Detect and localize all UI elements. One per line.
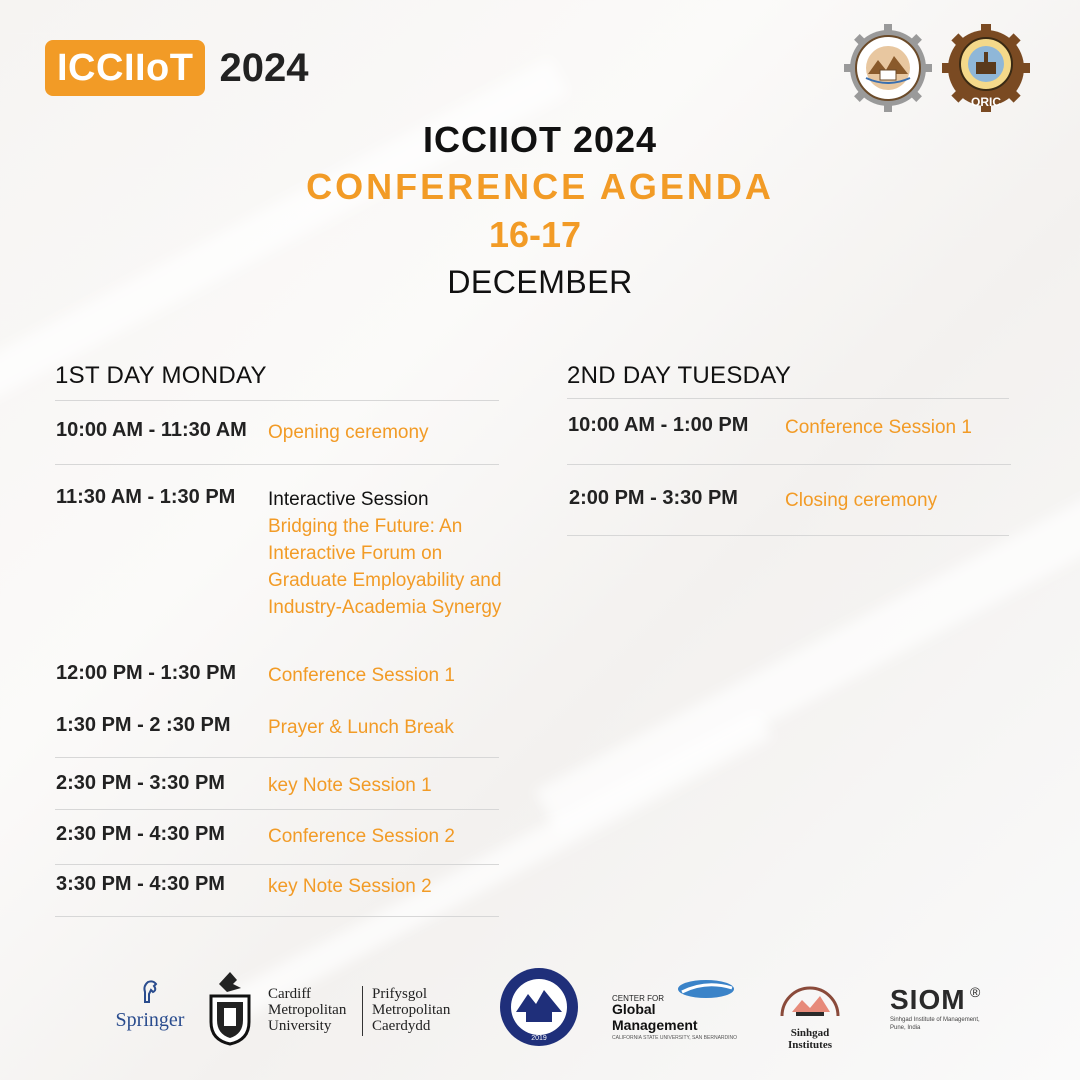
springer-logo (110, 978, 190, 1032)
oric-gear-seal-icon (940, 22, 1032, 114)
brand-pill: ICCIIoT (45, 40, 205, 96)
row-time: 10:00 AM - 11:30 AM (56, 419, 247, 441)
registered-mark: ® (970, 984, 981, 1000)
day1-row (56, 823, 455, 850)
day1-row (56, 772, 432, 799)
springer-label: Springer (115, 1009, 185, 1031)
day2-heading: 2ND DAY TUESDAY (567, 362, 792, 389)
title-month: DECEMBER (447, 264, 633, 300)
sinhgad-seal-icon (778, 976, 842, 1022)
row-time: 2:30 PM - 4:30 PM (56, 823, 225, 845)
day2-row (568, 414, 972, 441)
title-line-1: ICCIIOT 2024 (422, 119, 658, 160)
day1-row (56, 714, 454, 741)
divider (55, 864, 499, 865)
sinhgad-logo (768, 976, 852, 1051)
cgm-main: Global Management (612, 1001, 698, 1033)
row-time: 2:30 PM - 3:30 PM (56, 772, 225, 794)
siom-label: SIOM (890, 984, 966, 1015)
row-time: 1:30 PM - 2 :30 PM (56, 714, 231, 736)
row-event: key Note Session 1 (268, 775, 432, 796)
sinhgad-label: Sinhgad Institutes (787, 1027, 832, 1051)
divider (55, 809, 499, 810)
divider (55, 400, 499, 401)
row-event: Conference Session 2 (268, 826, 455, 847)
day1-row (56, 873, 432, 900)
divider (362, 986, 363, 1036)
cgm-logo (612, 980, 742, 1041)
oric-label: ORIC (971, 95, 1001, 109)
row-time: 12:00 PM - 1:30 PM (56, 662, 237, 684)
row-time: 3:30 PM - 4:30 PM (56, 873, 225, 895)
row-time: 10:00 AM - 1:00 PM (568, 414, 749, 436)
uet-seal (498, 966, 580, 1053)
row-time: 11:30 AM - 1:30 PM (56, 486, 236, 508)
brand-year: 2024 (219, 45, 309, 90)
prifysgol-line: Metropolitan (372, 1002, 451, 1018)
divider (55, 757, 499, 758)
row-event: Conference Session 1 (785, 417, 972, 438)
divider (55, 916, 499, 917)
divider (55, 464, 499, 465)
day2-row (569, 487, 937, 514)
day1-heading: 1ST DAY MONDAY (55, 362, 267, 389)
cardiff-line: Cardiff (268, 986, 312, 1002)
uet-year: 2019 (531, 1035, 547, 1042)
dragon-crest-icon (205, 970, 255, 1046)
title-dates: 16-17 (488, 214, 582, 255)
header-seals (842, 22, 1032, 114)
day1-row (56, 419, 429, 446)
row-event: Closing ceremony (785, 490, 938, 511)
siom-logo (890, 984, 980, 1032)
siom-sub: Sinhgad Institute of Management, (890, 1017, 980, 1023)
title-line-2: CONFERENCE AGENDA (306, 166, 774, 207)
university-gear-seal-icon (842, 22, 934, 114)
row-event: Bridging the Future: An Interactive Forum on Graduate Employability and Industry-Academia Synergy (268, 516, 502, 618)
row-time: 2:00 PM - 3:30 PM (569, 487, 738, 509)
brand-logo (45, 40, 308, 96)
siom-sub: Pune, India (890, 1025, 921, 1031)
row-event: Opening ceremony (268, 422, 429, 443)
row-event: Conference Session 1 (268, 665, 455, 686)
prifysgol-text (372, 986, 450, 1034)
agenda-title (0, 118, 1080, 306)
row-event: Prayer & Lunch Break (268, 717, 454, 738)
cgm-top: CENTER FOR (612, 994, 664, 1003)
prifysgol-line: Prifysgol (372, 986, 428, 1002)
divider (567, 535, 1009, 536)
university-seal-icon (498, 966, 580, 1048)
springer-horse-icon (137, 978, 163, 1004)
cardiff-line: Metropolitan (268, 1002, 347, 1018)
cardiff-text (268, 986, 346, 1034)
prifysgol-line: Caerdydd (372, 1018, 431, 1034)
cardiff-crest (205, 970, 255, 1051)
cgm-sub: CALIFORNIA STATE UNIVERSITY, SAN BERNARDINO (612, 1035, 738, 1041)
day1-row (56, 662, 455, 689)
divider (567, 464, 1011, 465)
divider (567, 398, 1009, 399)
row-event-title: Interactive Session (268, 489, 429, 510)
day1-row (56, 486, 508, 621)
globe-swoosh-icon (676, 978, 736, 1000)
cardiff-line: University (268, 1018, 332, 1034)
row-event: key Note Session 2 (268, 876, 432, 897)
